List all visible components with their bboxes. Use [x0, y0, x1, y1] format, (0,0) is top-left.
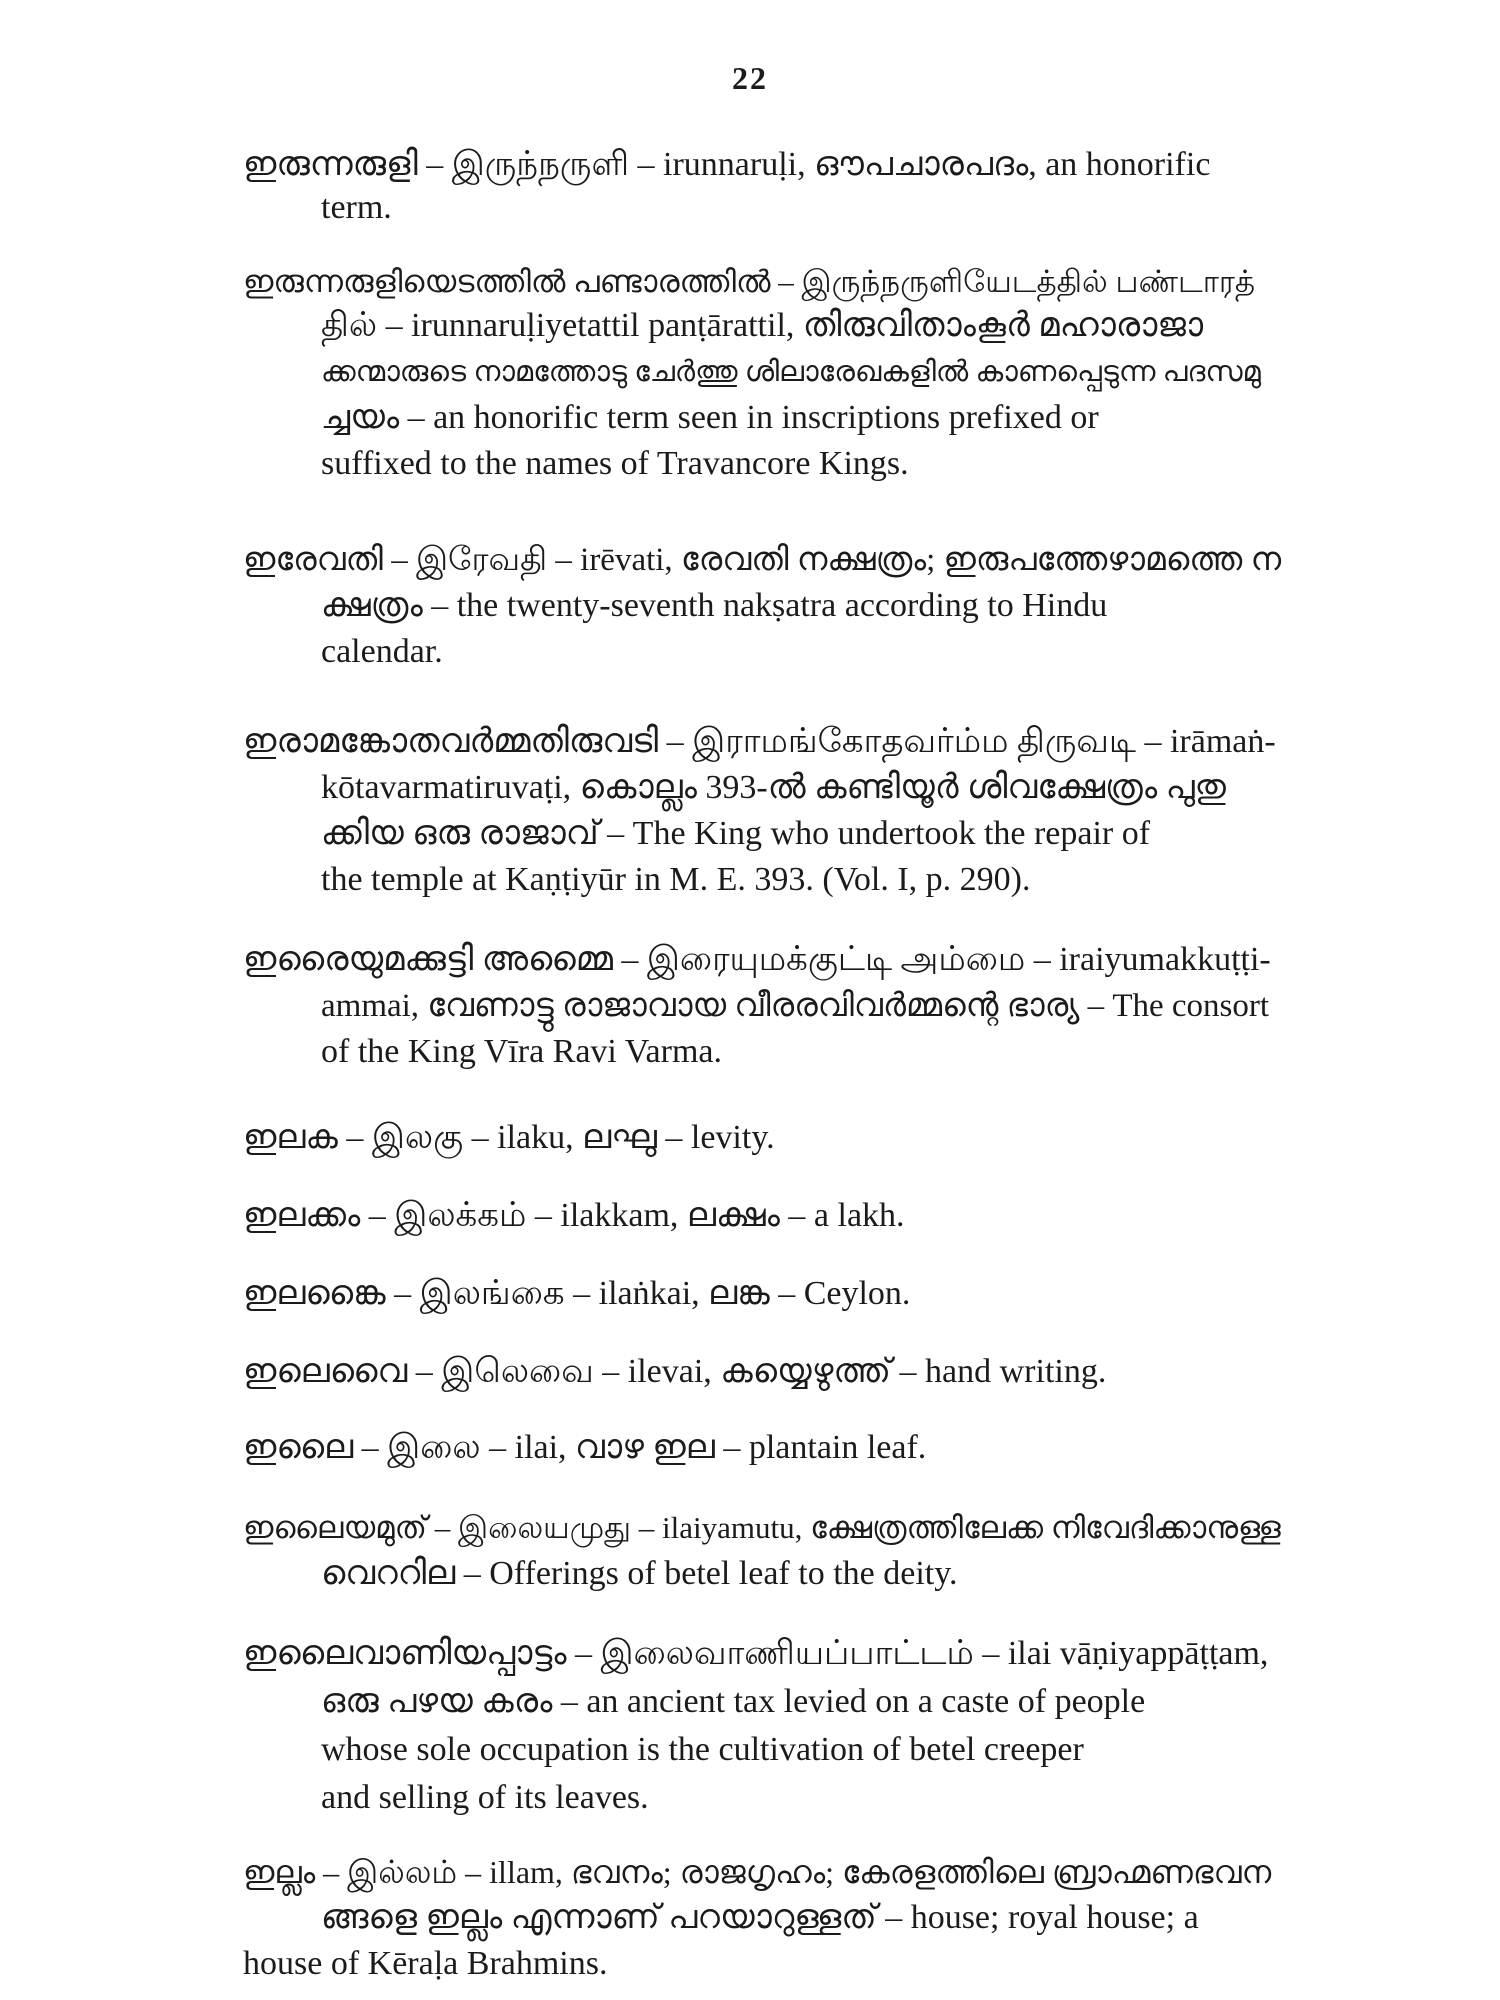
- entry-line: ങ്ങളെ ഇല്ലം എന്നാണ് പറയാറുള്ളത് – house; royal house; a: [321, 1899, 1199, 1936]
- entry-line: ഇലെവൈ – இலெவை – ilevai, കയ്യെഴുത്ത് – hand writing.: [243, 1353, 1107, 1390]
- page-number: 22: [732, 60, 768, 96]
- entry-line: ഇല്ലം – இல்லம் – illam, ഭവനം; രാജഗൃഹം; കേരളത്തിലെ ബ്രാഹ്മണഭവന: [243, 1854, 1272, 1890]
- entry-line: whose sole occupation is the cultivation of betel creeper: [321, 1731, 1084, 1768]
- entry-line: of the King Vīra Ravi Varma.: [321, 1033, 722, 1070]
- entry-line: the temple at Kaṇṭiyūr in M. E. 393. (Vol. I, p. 290).: [321, 861, 1031, 898]
- entry-line: ക്ഷത്രം – the twenty-seventh nakṣatra according to Hindu: [321, 587, 1108, 624]
- entry-line: ക്കിയ ഒരു രാജാവ് – The King who undertook the repair of: [321, 815, 1151, 852]
- entry-line: ഇലൈവാണിയപ്പാട്ടം – இலைவாணியப்பாட்டம் – ilai vāṇiyappāṭṭam,: [243, 1635, 1269, 1672]
- entry-line: ഇലക – இலகு – ilaku, ലഘു – levity.: [243, 1119, 775, 1156]
- entry-line: ഇരുന്നരുളി – இருந்நருளி – irunnaruḷi, ഔപചാരപദം, an honorific: [243, 146, 1211, 183]
- entry-line: term.: [321, 189, 392, 226]
- entry-line: ഇരാമങ്കോതവർമ്മതിരുവടി – இராமங்கோதவர்ம்ம திருவடி – irāmaṅ-: [243, 723, 1276, 760]
- entry-line: ഇലൈ – இலை – ilai, വാഴ ഇല – plantain leaf.: [243, 1429, 927, 1466]
- entry-line: ഇരേവതി – இரேவதி – irēvati, രേവതി നക്ഷത്രം; ഇരുപത്തേഴാമത്തെ ന: [243, 542, 1282, 578]
- entry-line: ഇരുന്നരുളിയെടത്തിൽ പണ്ടാരത്തിൽ – இருந்நருளியேடத்தில் பண்டாரத்: [243, 264, 1256, 299]
- entry-line: ഇലക്കം – இலக்கம் – ilakkam, ലക്ഷം – a lakh.: [243, 1197, 905, 1234]
- entry-line: ക്കന്മാരുടെ നാമത്തോടു ചേർത്തു ശിലാരേഖകളിൽ കാണപ്പെടുന്ന പദസമു: [321, 356, 1261, 388]
- entry-line: ച്ചയം – an honorific term seen in inscriptions prefixed or: [321, 399, 1099, 436]
- entry-line: ഇലങ്കൈ – இலங்கை – ilaṅkai, ലങ്ക – Ceylon.: [243, 1275, 911, 1312]
- entry-line: വെററില – Offerings of betel leaf to the deity.: [321, 1555, 958, 1592]
- entry-line: and selling of its leaves.: [321, 1779, 649, 1816]
- entry-line: ammai, വേണാട്ടു രാജാവായ വീരരവിവർമ്മന്റെ ഭാര്യ – The consort: [321, 988, 1270, 1024]
- entry-line: house of Kēraḷa Brahmins.: [243, 1945, 608, 1982]
- entry-line: calendar.: [321, 633, 443, 670]
- entry-line: suffixed to the names of Travancore Kings.: [321, 445, 909, 482]
- entry-line: தில் – irunnaruḷiyetattil panṭārattil, തിരുവിതാംകൂർ മഹാരാജാ: [321, 307, 1204, 344]
- entry-line: ഇരൈയുമക്കുട്ടി അമ്മൈ – இரையுமக்குட்டி அம்மை – iraiyumakkuṭṭi-: [243, 941, 1271, 978]
- entry-line: kōtavarmatiruvaṭi, കൊല്ലം 393-ൽ കണ്ടിയൂർ ശിവക്ഷേത്രം പുതു: [321, 769, 1226, 806]
- entry-line: ഇലൈയമുത് – இலையமுது – ilaiyamutu, ക്ഷേത്രത്തിലേക്ക നിവേദിക്കാനുള്ള: [243, 1510, 1281, 1545]
- entry-line: ഒരു പഴയ കരം – an ancient tax levied on a caste of people: [321, 1683, 1146, 1720]
